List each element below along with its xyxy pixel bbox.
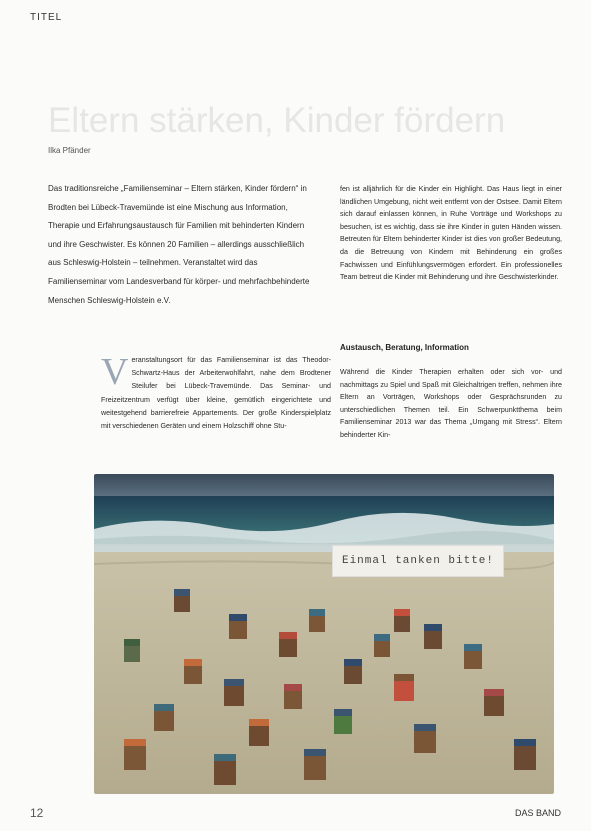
article-body-col4: Während die Kinder Therapien erhalten oder sich vor- und nachmittags zu Spiel und Spaß mit Gleichaltrigen treffen, nehmen ihre Eltern an Vorträgen, Workshops oder Gesprächsrunden zu unterschiedlichen Themen teil. Ein Schwerpunktthema beim Familienseminar 2013 war das Thema „Umgang mit Stress“. Eltern behinderter Kin- — [340, 368, 562, 439]
article-intro: Das traditionsreiche „Familienseminar – Eltern stärken, Kinder fördern“ in Brodten bei Lübeck-Travemünde ist eine Mischung aus Information, Therapie und Erfahrungsaustausch für Familien mit behinderten Kindern und ihre Geschwister. Es können 20 Familien – allerdings ausschließlich aus Schleswig-Holstein – teilnehmen. Veranstaltet wird das Familienseminar vom Landesverband für körper- und mehrfachbehinderte Menschen Schleswig-Holstein e.V. — [48, 184, 310, 305]
body-text: eranstaltungsort für das Familienseminar ist das Theodor-Schwartz-Haus der Arbeiterwohlfahrt, nahe dem Brodtener Steilufer bei Lübeck-Travemünde. Das Seminar- und Freizeitzentrum verfügt über kleine, gemütlich eingerichtete und weitestgehend barrierefreie Appartements. Der große Kinderspielplatz mit verschiedenen Geräten und einem Holzschiff ohne Stu- — [101, 356, 331, 431]
page-number: 12 — [30, 806, 44, 820]
article-title: Eltern stärken, Kinder fördern — [48, 101, 506, 141]
beach-photo — [94, 474, 554, 794]
publication-name: DAS BAND — [514, 808, 561, 818]
drop-cap: V — [101, 351, 129, 393]
photo-caption: Einmal tanken bitte! — [332, 545, 504, 577]
beach-illustration — [94, 474, 554, 794]
section-label: TITEL — [30, 12, 63, 23]
section-subheading: Austausch, Beratung, Information — [340, 343, 469, 352]
article-author: Ilka Pfänder — [48, 146, 91, 155]
article-body-col2 — [101, 351, 331, 433]
article-body-col3: fen ist alljährlich für die Kinder ein Highlight. Das Haus liegt in einer ländlichen Umgebung, nicht weit entfernt von der Ostsee. Damit Eltern sich darauf einlassen können, in Ruhe Vorträge und Workshops zu besuchen, ist es wichtig, dass sie ihre Kinder in guten Händen wissen. Betreuten für Eltern behinderter Kinder ist dies von großer Bedeutung, da die Betreuung von Kindern mit Behinderung ein großes Fachwissen und Einfühlungsvermögen erfordert. Ein professionelles Team betreut die Kinder mit Behinderung und ihre Geschwisterkinder. — [340, 185, 562, 282]
